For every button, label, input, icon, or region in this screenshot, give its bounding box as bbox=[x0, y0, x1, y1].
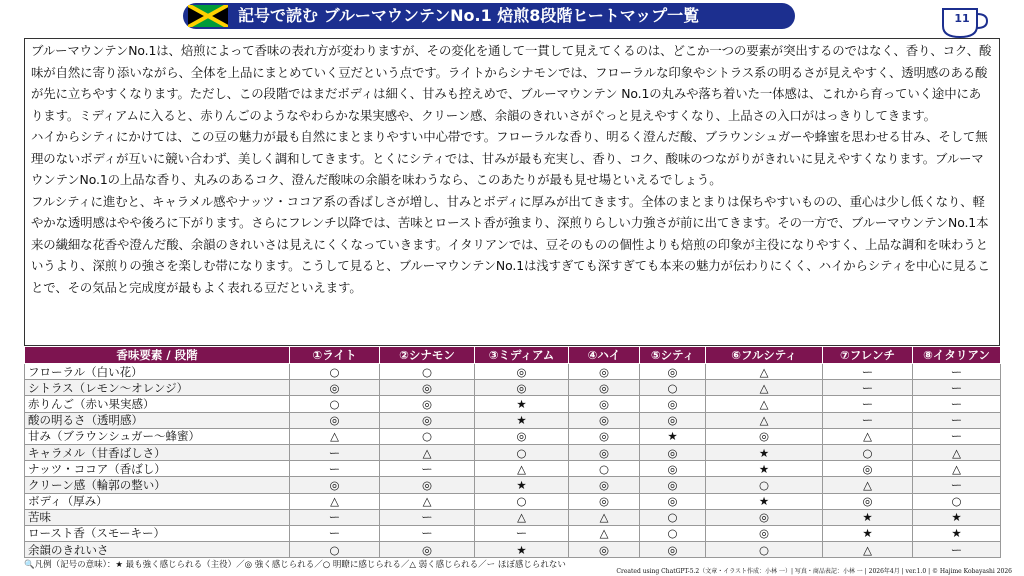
rating-cell: ○ bbox=[640, 509, 706, 525]
rating-cell: ○ bbox=[380, 428, 475, 444]
column-header-stage: ⑥フルシティ bbox=[706, 347, 823, 364]
table-body bbox=[25, 364, 1001, 558]
rating-cell: ★ bbox=[475, 412, 569, 428]
column-header-stage: ③ミディアム bbox=[475, 347, 569, 364]
rating-cell: △ bbox=[706, 364, 823, 380]
rating-cell: ◎ bbox=[569, 380, 640, 396]
row-label: シトラス（レモン〜オレンジ） bbox=[25, 380, 290, 396]
rating-cell: ○ bbox=[290, 364, 380, 380]
rating-cell: ○ bbox=[380, 364, 475, 380]
rating-cell: ー bbox=[913, 364, 1001, 380]
rating-cell: ー bbox=[290, 525, 380, 541]
column-header-stage: ②シナモン bbox=[380, 347, 475, 364]
rating-cell: ー bbox=[823, 396, 913, 412]
rating-cell: ○ bbox=[290, 542, 380, 558]
rating-cell: △ bbox=[913, 461, 1001, 477]
rating-cell: △ bbox=[823, 477, 913, 493]
rating-cell: ○ bbox=[823, 444, 913, 460]
rating-cell: ◎ bbox=[569, 396, 640, 412]
rating-cell: ★ bbox=[475, 396, 569, 412]
magnifier-icon: 🔍 bbox=[24, 560, 35, 570]
rating-cell: ◎ bbox=[640, 412, 706, 428]
rating-cell: ○ bbox=[640, 380, 706, 396]
rating-cell: ー bbox=[380, 525, 475, 541]
table-row bbox=[25, 396, 1001, 412]
rating-cell: ○ bbox=[706, 542, 823, 558]
rating-cell: ★ bbox=[706, 493, 823, 509]
rating-cell: ◎ bbox=[569, 428, 640, 444]
rating-cell: ★ bbox=[913, 509, 1001, 525]
rating-cell: ◎ bbox=[380, 412, 475, 428]
rating-cell: ★ bbox=[823, 525, 913, 541]
rating-cell: ー bbox=[913, 477, 1001, 493]
rating-cell: ★ bbox=[475, 542, 569, 558]
rating-cell: ー bbox=[290, 461, 380, 477]
page-number: 11 bbox=[954, 12, 970, 25]
rating-cell: ○ bbox=[706, 477, 823, 493]
rating-cell: ◎ bbox=[475, 428, 569, 444]
rating-cell: △ bbox=[290, 428, 380, 444]
rating-cell: ー bbox=[380, 461, 475, 477]
rating-cell: △ bbox=[380, 444, 475, 460]
column-header-stage: ⑦フレンチ bbox=[823, 347, 913, 364]
legend-text: 凡例（記号の意味）：★ 最も強く感じられる（主役）／◎ 強く感じられる／○ 明瞭に感じられる／△ 弱く感じられる／ー ほぼ感じられない bbox=[34, 560, 566, 570]
rating-cell: ○ bbox=[640, 525, 706, 541]
rating-cell: △ bbox=[475, 461, 569, 477]
rating-cell: ○ bbox=[913, 493, 1001, 509]
column-header-stage: ①ライト bbox=[290, 347, 380, 364]
rating-cell: ◎ bbox=[569, 412, 640, 428]
description-box bbox=[24, 38, 1000, 346]
row-label: 甘み（ブラウンシュガー〜蜂蜜） bbox=[25, 428, 290, 444]
rating-cell: ー bbox=[823, 380, 913, 396]
rating-cell: △ bbox=[475, 509, 569, 525]
rating-cell: ー bbox=[913, 380, 1001, 396]
rating-cell: ◎ bbox=[640, 444, 706, 460]
rating-cell: ◎ bbox=[640, 461, 706, 477]
rating-cell: ★ bbox=[706, 444, 823, 460]
rating-cell: ★ bbox=[475, 477, 569, 493]
paragraph: フルシティに進むと、キャラメル感やナッツ・ココア系の香ばしさが増し、甘みとボディに厚みが出てきます。全体のまとまりは保ちやすいものの、重心は少し低くなり、軽やかな透明感はやや後ろに下がります。さらにフレンチ以降では、苦味とロースト香が強まり、深煎りらしい力強さが前に出てきます。その一方で、ブルーマウンテンNo.1本来の繊細な花香や澄んだ酸、余韻のきれいさは見えにくくなっていきます。イタリアンでは、豆そのものの個性よりも焙煎の印象が主役になりやすく、上品な調和を味わうというより、深煎りの強さを楽しむ帯になります。こうして見ると、ブルーマウンテンNo.1は浅すぎても深すぎても本来の魅力が伝わりにくく、ハイからシティを中心に見ることで、その気品と完成度が最もよく表れる豆だといえます。 bbox=[31, 193, 990, 295]
rating-cell: ◎ bbox=[290, 477, 380, 493]
row-label: ナッツ・ココア（香ばし） bbox=[25, 461, 290, 477]
rating-cell: ★ bbox=[706, 461, 823, 477]
rating-cell: ◎ bbox=[706, 428, 823, 444]
flavor-heatmap-table bbox=[24, 346, 1001, 558]
table-row bbox=[25, 461, 1001, 477]
row-label: 赤りんご（赤い果実感） bbox=[25, 396, 290, 412]
column-header-stage: ④ハイ bbox=[569, 347, 640, 364]
rating-cell: △ bbox=[706, 396, 823, 412]
rating-cell: ー bbox=[290, 509, 380, 525]
rating-cell: ー bbox=[913, 412, 1001, 428]
rating-cell: △ bbox=[569, 509, 640, 525]
table-row bbox=[25, 542, 1001, 558]
rating-cell: ◎ bbox=[640, 477, 706, 493]
table-row bbox=[25, 428, 1001, 444]
rating-cell: ◎ bbox=[640, 542, 706, 558]
table-row bbox=[25, 444, 1001, 460]
rating-cell: ◎ bbox=[569, 493, 640, 509]
rating-cell: △ bbox=[380, 493, 475, 509]
table-row bbox=[25, 477, 1001, 493]
credit-line: Created using ChatGPT-5.2（文章・イラスト作成：小林 一）| 写真・商品表記：小林 一 | 2026年4月 | ver.1.0 | © Hajime Kobayashi 2026 bbox=[616, 568, 1012, 575]
rating-cell: △ bbox=[823, 542, 913, 558]
rating-cell: ◎ bbox=[706, 525, 823, 541]
table-row bbox=[25, 412, 1001, 428]
row-label: クリーン感（輪郭の整い） bbox=[25, 477, 290, 493]
rating-cell: ◎ bbox=[640, 396, 706, 412]
rating-cell: ー bbox=[380, 509, 475, 525]
rating-cell: ◎ bbox=[640, 493, 706, 509]
rating-cell: ○ bbox=[290, 396, 380, 412]
jamaica-flag-icon bbox=[188, 5, 228, 27]
rating-cell: ◎ bbox=[823, 461, 913, 477]
rating-cell: ー bbox=[475, 525, 569, 541]
rating-cell: ー bbox=[823, 412, 913, 428]
row-label: キャラメル（甘香ばしさ） bbox=[25, 444, 290, 460]
rating-cell: △ bbox=[569, 525, 640, 541]
rating-cell: ◎ bbox=[290, 380, 380, 396]
rating-cell: △ bbox=[706, 412, 823, 428]
rating-cell: ◎ bbox=[380, 542, 475, 558]
rating-cell: ○ bbox=[569, 461, 640, 477]
rating-cell: ◎ bbox=[475, 364, 569, 380]
page-title: 記号で読む ブルーマウンテンNo.1 焙煎8段階ヒートマップ一覧 bbox=[238, 6, 700, 25]
rating-cell: ◎ bbox=[380, 396, 475, 412]
rating-cell: ○ bbox=[475, 493, 569, 509]
rating-cell: ◎ bbox=[290, 412, 380, 428]
rating-cell: ○ bbox=[475, 444, 569, 460]
rating-cell: ◎ bbox=[569, 477, 640, 493]
table-row bbox=[25, 525, 1001, 541]
rating-cell: △ bbox=[290, 493, 380, 509]
paragraph: ブルーマウンテンNo.1は、焙煎によって香味の表れ方が変わりますが、その変化を通して一貫して見えてくるのは、どこか一つの要素が突出するのではなく、香り、コク、酸味が自然に寄り添いながら、全体を上品にまとめていく豆だという点です。ライトからシナモンでは、フローラルな印象やシトラス系の明るさが見えやすく、透明感のある酸が先に立ちやすくなります。ただし、この段階ではまだボディは細く、甘みも控えめで、ブルーマウンテン No.1の丸みや落ち着いた一体感は、これから育っていく途中にあります。ミディアムに入ると、赤りんごのようなやわらかな果実感や、クリーン感、余韻のきれいさがぐっと見えやすくなり、上品さの入口がはっきりしてきます。 bbox=[31, 43, 992, 123]
rating-cell: △ bbox=[706, 380, 823, 396]
table-row bbox=[25, 380, 1001, 396]
rating-cell: ◎ bbox=[640, 364, 706, 380]
row-label: 苦味 bbox=[25, 509, 290, 525]
rating-cell: ー bbox=[913, 428, 1001, 444]
column-header-stage: ⑧イタリアン bbox=[913, 347, 1001, 364]
rating-cell: ◎ bbox=[380, 477, 475, 493]
rating-cell: ◎ bbox=[569, 542, 640, 558]
rating-cell: △ bbox=[913, 444, 1001, 460]
rating-cell: ◎ bbox=[475, 380, 569, 396]
rating-cell: ◎ bbox=[380, 380, 475, 396]
rating-cell: ★ bbox=[640, 428, 706, 444]
rating-cell: ★ bbox=[913, 525, 1001, 541]
table-header-row bbox=[25, 347, 1001, 364]
row-label: ロースト香（スモーキー） bbox=[25, 525, 290, 541]
rating-cell: ◎ bbox=[823, 493, 913, 509]
rating-cell: ◎ bbox=[706, 509, 823, 525]
row-label: フローラル（白い花） bbox=[25, 364, 290, 380]
rating-cell: ★ bbox=[823, 509, 913, 525]
table-row bbox=[25, 493, 1001, 509]
rating-cell: ◎ bbox=[569, 444, 640, 460]
column-header-stage: ⑤シティ bbox=[640, 347, 706, 364]
paragraph: ハイからシティにかけては、この豆の魅力が最も自然にまとまりやすい中心帯です。フローラルな香り、明るく澄んだ酸、ブラウンシュガーや蜂蜜を思わせる甘み、そして無理のないボディが互いに競い合わず、美しく調和してきます。とくにシティでは、甘みが最も充実し、香り、コク、酸味のつながりがきれいに見えやすくなります。ブルーマウンテンNo.1の上品な香り、丸みのあるコク、澄んだ酸味の余韻を味わうなら、このあたりが最も見せ場といえるでしょう。 bbox=[31, 129, 988, 187]
table-row bbox=[25, 364, 1001, 380]
row-label: ボディ（厚み） bbox=[25, 493, 290, 509]
rating-cell: ー bbox=[823, 364, 913, 380]
legend bbox=[24, 558, 566, 570]
rating-cell: △ bbox=[823, 428, 913, 444]
rating-cell: ◎ bbox=[569, 364, 640, 380]
column-header-element: 香味要素 / 段階 bbox=[25, 347, 290, 364]
row-label: 酸の明るさ（透明感） bbox=[25, 412, 290, 428]
rating-cell: ー bbox=[913, 542, 1001, 558]
rating-cell: ー bbox=[913, 396, 1001, 412]
table-row bbox=[25, 509, 1001, 525]
row-label: 余韻のきれいさ bbox=[25, 542, 290, 558]
rating-cell: ー bbox=[290, 444, 380, 460]
